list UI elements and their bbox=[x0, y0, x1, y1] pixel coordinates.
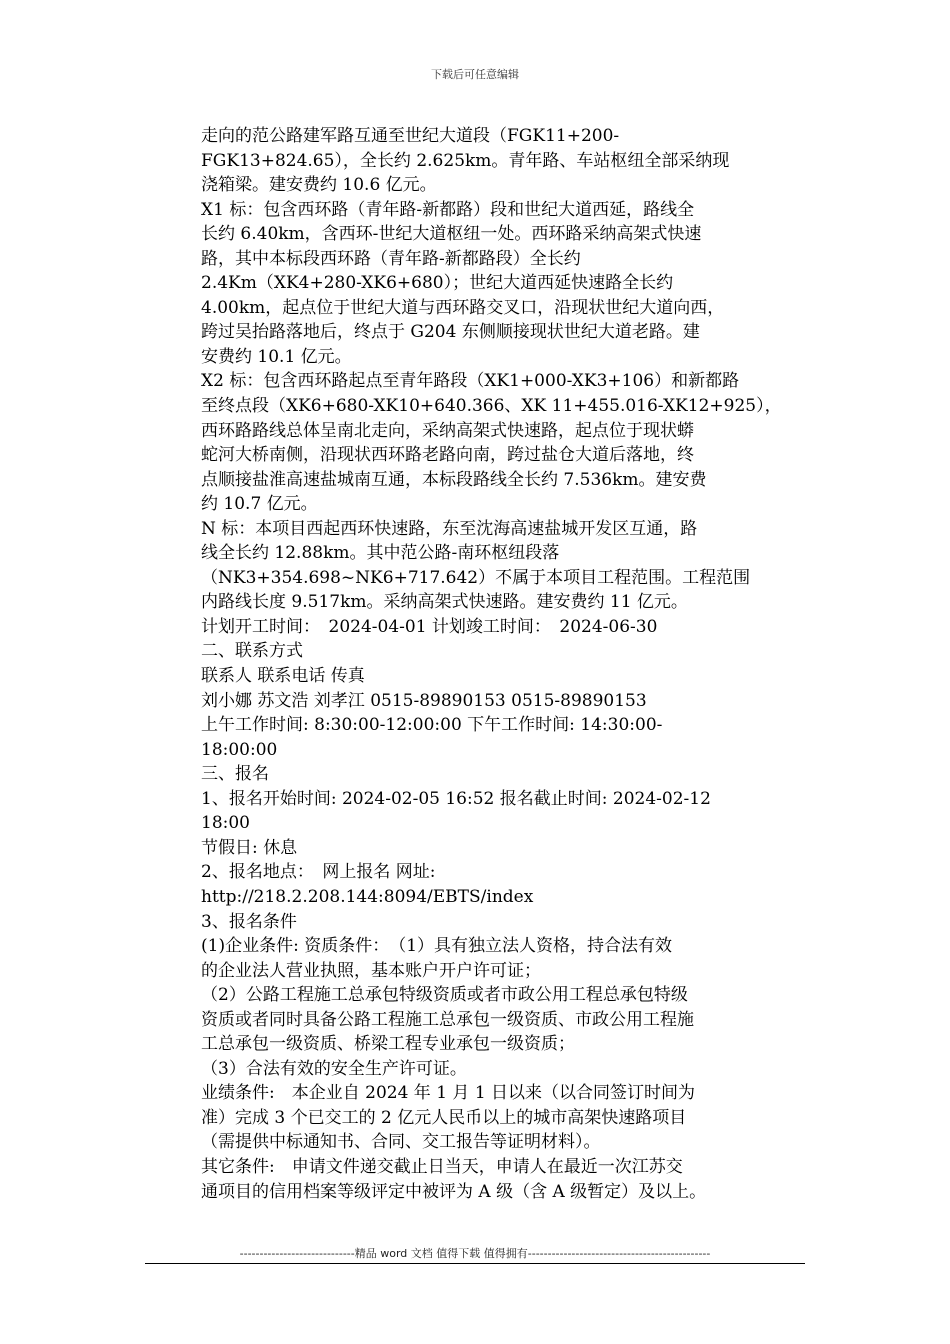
text-line: 工总承包一级资质、桥梁工程专业承包一级资质； bbox=[201, 1034, 575, 1055]
footer-rule bbox=[145, 1263, 805, 1264]
text-line: 18:00 bbox=[201, 813, 250, 834]
text-line: 内路线长度 9.517km。采纳高架式快速路。建安费约 11 亿元。 bbox=[201, 592, 688, 613]
document-body bbox=[201, 124, 821, 1204]
text-line: 点顺接盐淮高速盐城南互通，本标段路线全长约 7.536km。建安费 bbox=[201, 469, 707, 490]
text-line: 其它条件: 申请文件递交截止日当天，申请人在最近一次江苏交 bbox=[201, 1156, 683, 1177]
text-line: http://218.2.208.144:8094/EBTS/index bbox=[201, 886, 534, 907]
text-line: 长约 6.40km，含西环-世纪大道枢纽一处。西环路采纳高架式快速 bbox=[201, 224, 702, 245]
text-line: X1 标：包含西环路（青年路-新都路）段和世纪大道西延，路线全 bbox=[201, 199, 695, 220]
text-line: 至终点段（XK6+680-XK10+640.366、XK 11+455.016-XK12+925）， bbox=[201, 396, 782, 417]
text-line: 浇箱梁。建安费约 10.6 亿元。 bbox=[201, 175, 437, 196]
text-line: 3、报名条件 bbox=[201, 911, 297, 932]
text-line: （NK3+354.698~NK6+717.642）不属于本项目工程范围。工程范围 bbox=[201, 567, 751, 588]
text-line: （需提供中标通知书、合同、交工报告等证明材料）。 bbox=[201, 1132, 601, 1153]
text-line: 18:00:00 bbox=[201, 739, 278, 760]
text-line: 联系人 联系电话 传真 bbox=[201, 666, 365, 687]
text-line: 业绩条件: 本企业自 2024 年 1 月 1 日以来（以合同签订时间为 bbox=[201, 1083, 696, 1104]
page-footer: -----------------------------精品 word 文档 值得下载 值得拥有---------------------------------------------- bbox=[239, 1247, 711, 1260]
text-line: (1)企业条件: 资质条件： （1）具有独立法人资格，持合法有效 bbox=[201, 936, 673, 957]
text-line: 节假日: 休息 bbox=[201, 837, 298, 858]
text-line: 1、报名开始时间: 2024-02-05 16:52 报名截止时间: 2024-02-12 bbox=[201, 788, 711, 809]
text-line: N 标：本项目西起西环快速路，东至沈海高速盐城开发区互通，路 bbox=[201, 518, 698, 539]
text-line: 路，其中本标段西环路（青年路-新都路段）全长约 bbox=[201, 248, 581, 269]
text-line: 刘小娜 苏文浩 刘孝江 0515-89890153 0515-89890153 bbox=[201, 690, 647, 711]
text-line: 通项目的信用档案等级评定中被评为 A 级（含 A 级暂定）及以上。 bbox=[201, 1181, 707, 1202]
text-line: FGK13+824.65），全长约 2.625km。青年路、车站枢纽全部采纳现 bbox=[201, 150, 730, 171]
text-line: 资质或者同时具备公路工程施工总承包一级资质、市政公用工程施 bbox=[201, 1009, 694, 1030]
text-line: 二、联系方式 bbox=[201, 641, 303, 662]
text-line: 计划开工时间： 2024-04-01 计划竣工时间： 2024-06-30 bbox=[201, 616, 658, 637]
text-line: （3）合法有效的安全生产许可证。 bbox=[201, 1058, 467, 1079]
text-line: 西环路路线总体呈南北走向，采纳高架式快速路，起点位于现状蟒 bbox=[201, 420, 694, 441]
text-line: 走向的范公路建军路互通至世纪大道段（FGK11+200- bbox=[201, 126, 620, 146]
text-line: 2.4Km（XK4+280-XK6+680）；世纪大道西延快速路全长约 bbox=[201, 273, 674, 294]
text-line: （2）公路工程施工总承包特级资质或者市政公用工程总承包特级 bbox=[201, 985, 688, 1006]
text-line: 2、报名地点： 网上报名 网址: bbox=[201, 862, 436, 883]
text-line: 三、报名 bbox=[201, 764, 269, 785]
text-line: 的企业法人营业执照，基本账户开户许可证； bbox=[201, 960, 541, 981]
text-line: 跨过吴抬路落地后，终点于 G204 东侧顺接现状世纪大道老路。建 bbox=[201, 322, 700, 343]
text-line: X2 标：包含西环路起点至青年路段（XK1+000-XK3+106）和新都路 bbox=[201, 371, 740, 392]
text-line: 4.00km，起点位于世纪大道与西环路交叉口，沿现状世纪大道向西， bbox=[201, 297, 725, 318]
text-line: 线全长约 12.88km。其中范公路-南环枢纽段落 bbox=[201, 543, 560, 564]
text-line: 安费约 10.1 亿元。 bbox=[201, 346, 352, 367]
text-line: 准）完成 3 个已交工的 2 亿元人民币以上的城市高架快速路项目 bbox=[201, 1107, 687, 1128]
page-header: 下载后可任意编辑 bbox=[431, 68, 519, 81]
text-line: 蛇河大桥南侧，沿现状西环路老路向南，跨过盐仓大道后落地，终 bbox=[201, 445, 694, 466]
text-line: 上午工作时间: 8:30:00-12:00:00 下午工作时间: 14:30:00- bbox=[201, 715, 663, 736]
text-line: 约 10.7 亿元。 bbox=[201, 494, 318, 515]
